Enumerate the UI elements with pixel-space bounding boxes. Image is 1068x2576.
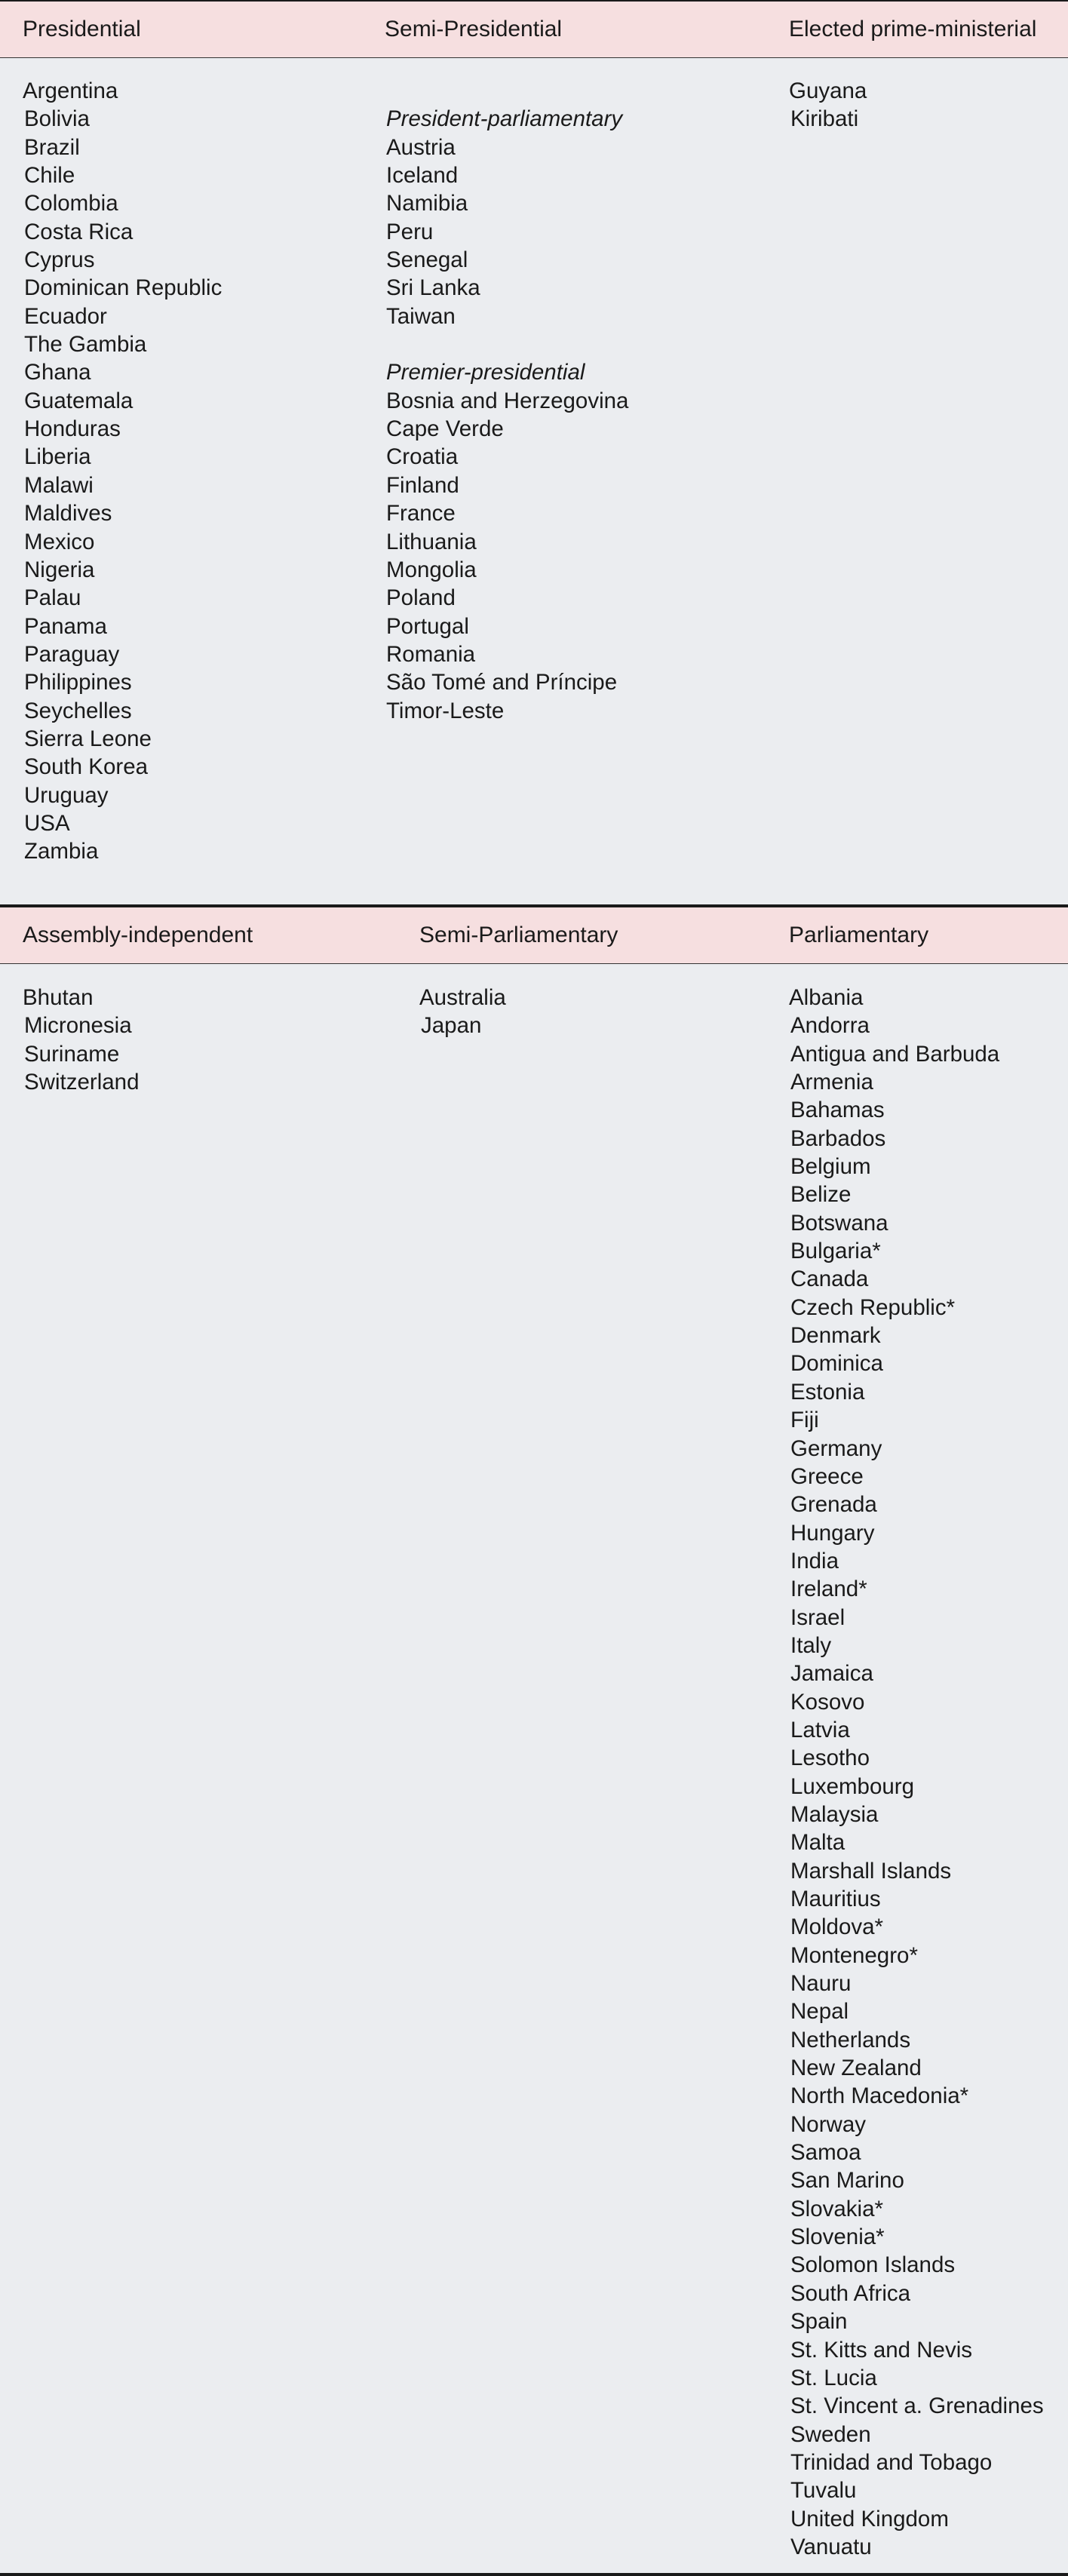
list-item: Slovakia*: [790, 2196, 883, 2221]
header-assembly-independent: Assembly-independent: [23, 923, 253, 947]
list-item: Hungary: [790, 1520, 875, 1546]
list-item: Cape Verde: [386, 416, 504, 442]
assembly-independent-list: [23, 984, 139, 1096]
parliamentary-list: [789, 984, 1044, 2561]
list-item: Sierra Leone: [24, 726, 152, 751]
list-item: India: [790, 1548, 839, 1574]
list-item: Malaysia: [790, 1801, 879, 1827]
list-item: Sweden: [790, 2421, 871, 2447]
list-item: Chile: [24, 163, 75, 189]
list-item: Slovenia*: [790, 2224, 885, 2250]
list-item: Costa Rica: [24, 219, 134, 244]
list-item: Ecuador: [24, 303, 107, 329]
list-item: Honduras: [24, 416, 121, 442]
list-item: Mauritius: [790, 1887, 881, 1911]
list-item: Paraguay: [24, 641, 120, 667]
list-item: New Zealand: [790, 2056, 922, 2081]
table-assembly-parliamentary: [0, 904, 1068, 2576]
list-item: Timor-Leste: [386, 698, 505, 723]
list-item: Trinidad and Tobago: [790, 2449, 993, 2475]
list-item: South Korea: [24, 754, 149, 780]
bottom-rule: [0, 2573, 1068, 2576]
list-item: St. Kitts and Nevis: [790, 2337, 973, 2363]
elected-prime-ministerial-list: [789, 77, 867, 134]
list-item: Dominica: [790, 1351, 883, 1377]
list-item: United Kingdom: [790, 2506, 949, 2531]
list-item: Belgium: [790, 1154, 871, 1180]
list-item: Ireland*: [790, 1577, 867, 1602]
list-item: Bosnia and Herzegovina: [386, 388, 629, 413]
list-item: Israel: [790, 1604, 846, 1630]
list-item: USA: [24, 810, 70, 836]
list-item: Sri Lanka: [386, 275, 480, 301]
list-item: Solomon Islands: [790, 2252, 956, 2278]
list-item: Mexico: [24, 529, 95, 554]
list-item: Guyana: [789, 78, 867, 103]
list-item: Grenada: [790, 1492, 877, 1518]
list-item: Luxembourg: [790, 1773, 914, 1799]
spacer: [385, 330, 628, 358]
list-item: Samoa: [790, 2140, 861, 2166]
list-item: Belize: [790, 1182, 852, 1208]
list-item: Latvia: [790, 1717, 850, 1742]
list-item: San Marino: [790, 2168, 904, 2194]
list-item: Japan: [421, 1013, 482, 1039]
list-item: Estonia: [790, 1379, 865, 1405]
list-item: Germany: [790, 1435, 882, 1461]
list-item: Mongolia: [386, 557, 477, 582]
list-item: Liberia: [24, 444, 91, 470]
list-item: South Africa: [790, 2280, 911, 2306]
list-item: Moldova*: [790, 1914, 883, 1940]
list-item: Uruguay: [24, 782, 109, 808]
list-item: Switzerland: [24, 1070, 140, 1095]
list-item: Nigeria: [24, 557, 95, 582]
list-item: North Macedonia*: [790, 2083, 969, 2109]
list-item: Czech Republic*: [790, 1294, 956, 1320]
list-item: St. Vincent a. Grenadines: [790, 2393, 1044, 2419]
list-item: Guatemala: [24, 388, 134, 413]
list-item: Ghana: [24, 360, 91, 385]
list-item: Argentina: [23, 78, 118, 103]
list-item: Cyprus: [24, 247, 95, 273]
list-item: Armenia: [790, 1070, 873, 1095]
list-item: Denmark: [790, 1323, 881, 1349]
header-elected-prime-ministerial: Elected prime-ministerial: [789, 17, 1037, 41]
list-item: Iceland: [386, 163, 459, 189]
list-item: Taiwan: [386, 303, 456, 329]
list-item: Lesotho: [790, 1745, 870, 1771]
list-item: Lithuania: [386, 529, 477, 554]
list-item: Romania: [386, 641, 476, 667]
list-item: Greece: [790, 1463, 864, 1489]
list-item: Nepal: [790, 1999, 849, 2025]
list-item: France: [386, 501, 456, 527]
list-item: Micronesia: [24, 1013, 132, 1039]
list-item: Italy: [790, 1632, 832, 1658]
list-item: Malta: [790, 1830, 846, 1856]
list-item: Senegal: [386, 247, 468, 273]
list-item: Kosovo: [790, 1689, 865, 1715]
list-item: Philippines: [24, 670, 132, 695]
semi-parliamentary-list: [419, 984, 506, 1040]
list-item: Nauru: [790, 1971, 852, 1997]
list-item: Spain: [790, 2309, 848, 2335]
table-presidential-semipresidential: [0, 0, 1068, 904]
list-item: Austria: [386, 134, 456, 160]
list-item: Australia: [419, 985, 506, 1010]
list-item: Bahamas: [790, 1098, 885, 1123]
list-item: Croatia: [386, 444, 459, 470]
list-item: Jamaica: [790, 1661, 873, 1687]
list-item: Colombia: [24, 191, 118, 216]
list-item: Namibia: [386, 191, 468, 216]
list-item: Norway: [790, 2111, 866, 2137]
list-item: Netherlands: [790, 2027, 911, 2053]
list-item: Canada: [790, 1267, 869, 1292]
header-parliamentary: Parliamentary: [789, 923, 929, 947]
subcategory-label: Premier-presidential: [386, 360, 585, 385]
list-item: St. Lucia: [790, 2365, 877, 2390]
header-presidential: Presidential: [23, 17, 141, 41]
list-item: Palau: [24, 585, 81, 611]
list-item: Albania: [789, 985, 864, 1010]
semi-presidential-list: [385, 77, 628, 725]
list-item: Marshall Islands: [790, 1858, 952, 1884]
list-item: Malawi: [24, 472, 94, 498]
subcategory-label: President-parliamentary: [386, 106, 623, 132]
list-item: Vanuatu: [790, 2534, 872, 2559]
list-item: Panama: [24, 613, 107, 639]
list-item: Peru: [386, 219, 434, 244]
list-item: Seychelles: [24, 698, 132, 723]
list-item: Montenegro*: [790, 1942, 918, 1968]
list-item: Antigua and Barbuda: [790, 1041, 1000, 1067]
list-item: The Gambia: [24, 332, 147, 358]
list-item: Suriname: [24, 1041, 120, 1067]
list-item: Tuvalu: [790, 2478, 857, 2504]
list-item: Kiribati: [790, 106, 859, 132]
list-item: São Tomé and Príncipe: [386, 670, 618, 695]
spacer: [385, 77, 628, 105]
list-item: Finland: [386, 472, 459, 498]
list-item: Fiji: [790, 1408, 819, 1433]
list-item: Botswana: [790, 1210, 888, 1236]
list-item: Poland: [386, 585, 456, 611]
list-item: Bhutan: [23, 985, 94, 1010]
list-item: Andorra: [790, 1013, 870, 1039]
list-item: Zambia: [24, 839, 99, 864]
header-semi-presidential: Semi-Presidential: [385, 17, 563, 41]
presidential-list: [23, 77, 222, 866]
list-item: Bolivia: [24, 106, 90, 132]
list-item: Barbados: [790, 1125, 886, 1151]
list-item: Brazil: [24, 134, 80, 160]
list-item: Dominican Republic: [24, 275, 222, 301]
list-item: Bulgaria*: [790, 1239, 881, 1264]
header-semi-parliamentary: Semi-Parliamentary: [419, 923, 618, 947]
list-item: Portugal: [386, 613, 469, 639]
list-item: Maldives: [24, 501, 112, 527]
